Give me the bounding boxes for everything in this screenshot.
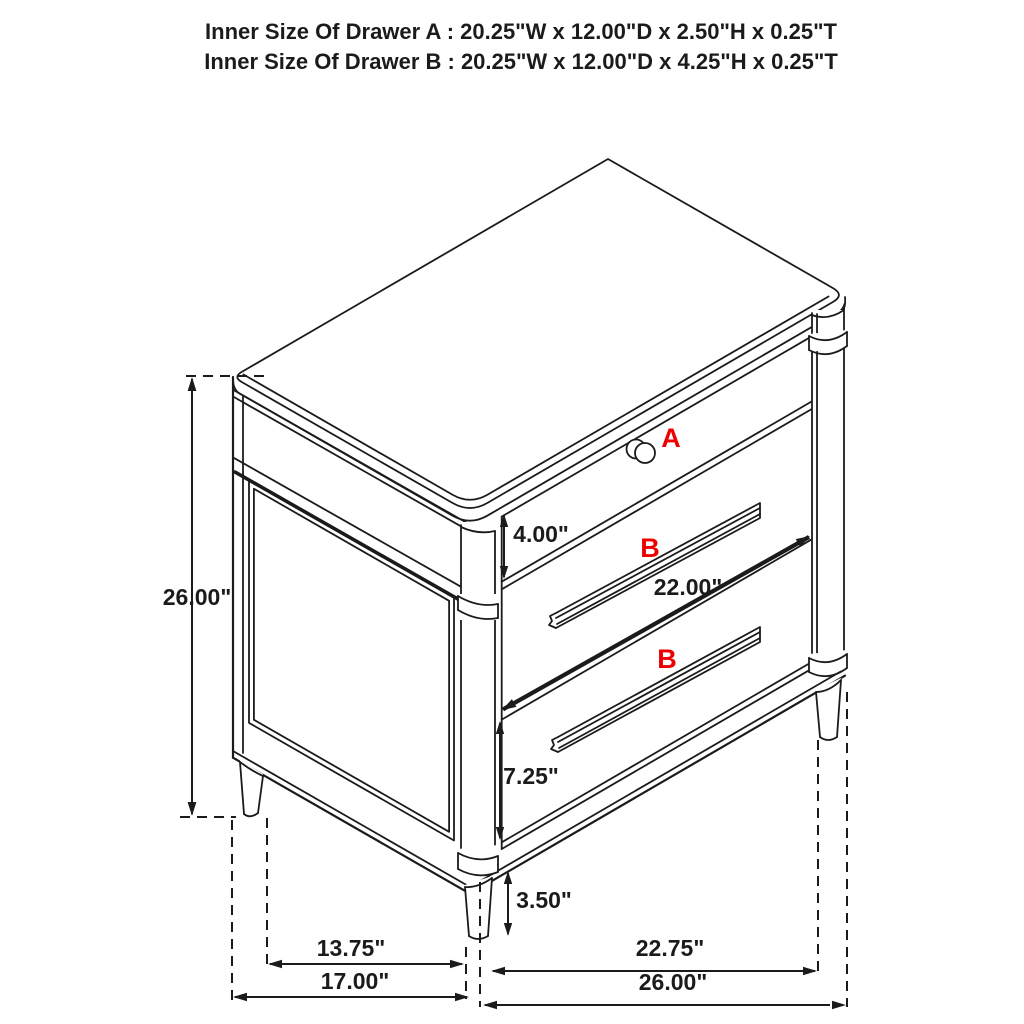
top-face — [237, 159, 839, 508]
dim-overall-height-label: 26.00" — [162, 584, 232, 610]
drawer-b-upper-label: B — [640, 533, 660, 563]
drawer-b2-handle — [551, 627, 760, 752]
dim-overall-depth-label: 17.00" — [320, 968, 390, 994]
dim-leg-height-label: 3.50" — [516, 887, 572, 913]
drawer-fronts — [470, 336, 845, 893]
front-leg — [465, 876, 492, 939]
drawer-a-label: A — [661, 423, 681, 453]
extension-lines — [180, 376, 847, 1007]
side-panel — [233, 377, 470, 894]
dim-overall-width-label: 26.00" — [638, 969, 708, 995]
front-corner-post — [458, 522, 498, 878]
right-leg — [816, 678, 841, 740]
left-leg — [240, 760, 263, 816]
cabinet-body — [233, 159, 847, 939]
right-corner-post — [809, 308, 847, 676]
dim-drawer-b-height-label: 7.25" — [503, 763, 559, 789]
dim-front-leg-span-label: 22.75" — [635, 935, 705, 961]
drawer-b1-handle — [549, 503, 760, 628]
title-drawer-b-size: Inner Size Of Drawer B : 20.25"W x 12.00"D x 4.25"H x 0.25"T — [204, 49, 838, 74]
dim-drawer-a-height-label: 4.00" — [513, 521, 569, 547]
dimension-lines — [192, 379, 830, 1005]
drawer-b-lower-label: B — [657, 644, 677, 674]
title-drawer-a-size: Inner Size Of Drawer A : 20.25"W x 12.00"D x 2.50"H x 0.25"T — [205, 19, 837, 44]
dimension-arrowheads — [188, 377, 846, 1009]
drawer-a-knob — [627, 440, 656, 464]
dim-side-leg-span-label: 13.75" — [316, 935, 386, 961]
dim-drawer-width-label: 22.00" — [653, 574, 723, 600]
